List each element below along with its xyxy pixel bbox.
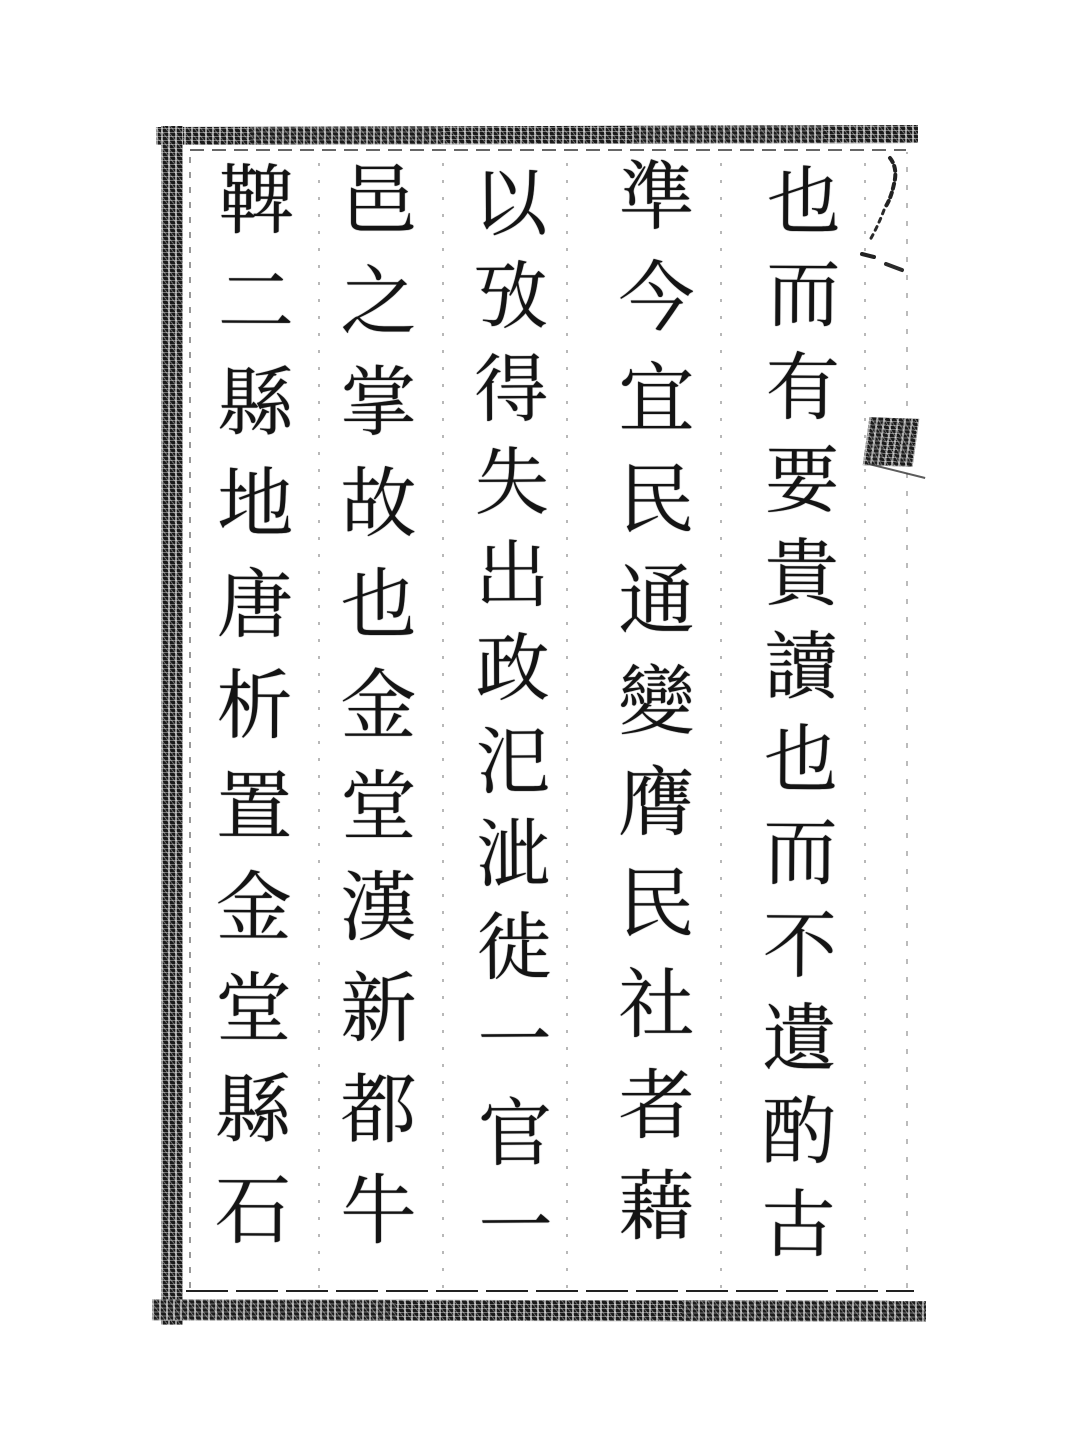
inner-frame-line-top (190, 149, 906, 151)
column-separator (864, 158, 866, 1288)
adjacent-page-character-fragment (856, 152, 920, 322)
column-separator (566, 158, 568, 1288)
text-column-5: 鞞二縣地唐析置金堂縣石 (202, 159, 295, 1272)
text-column-3: 以攷得失出政汜泚徙一官一 (461, 163, 553, 1281)
text-column-2: 準今宜民通變膺民社者藉 (606, 156, 695, 1267)
scan-noise-blob (863, 417, 920, 467)
column-separator (442, 158, 444, 1288)
page-border-left (161, 126, 183, 1325)
page-border-bottom (152, 1299, 926, 1321)
inner-frame-line-right (906, 152, 908, 1288)
column-separator (720, 158, 722, 1288)
text-column-1: 也而有要貴讀也而不遺酌古 (749, 161, 841, 1279)
text-column-4: 邑之掌故也金堂漢新都牛 (328, 160, 417, 1271)
inner-frame-line-left (189, 152, 191, 1288)
page-border-top (156, 125, 918, 145)
